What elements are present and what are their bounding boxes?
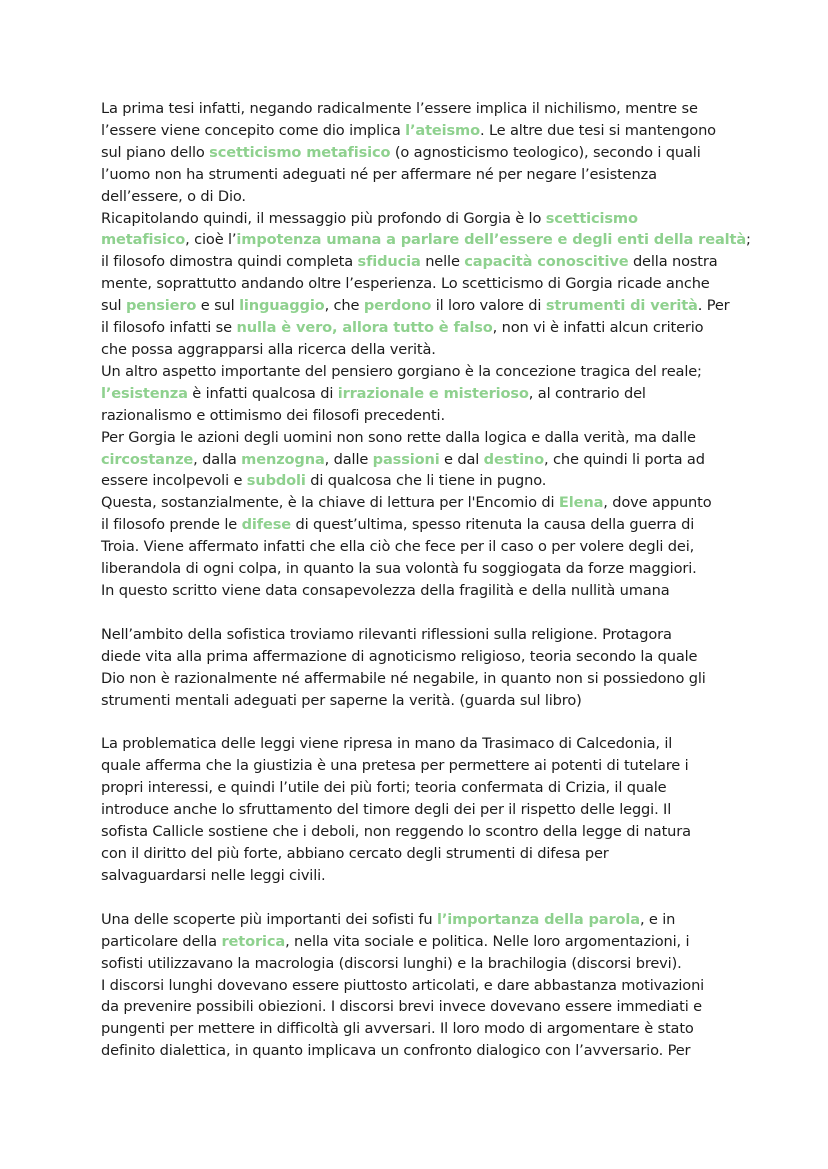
text-line [101,142,741,164]
text-line [101,580,741,602]
text-segment: . Per [697,297,730,315]
text-line [101,733,741,755]
text-line [101,164,741,186]
text-line [101,821,741,843]
text-segment: e sul [196,297,240,315]
text-segment: Per Gorgia le azioni degli uomini non sono rette dalla logica e dalla verità, ma dalle [101,428,696,446]
text-line [101,208,741,230]
highlighted-term: l’ateismo [405,121,480,139]
text-segment: Un altro aspetto importante del pensiero gorgiano è la concezione tragica del reale; [101,362,702,380]
highlighted-term: destino [483,450,545,468]
text-line [101,755,741,777]
text-segment: che possa aggrapparsi alla ricerca della verità. [101,340,436,358]
text-segment: il filosofo dimostra quindi completa [101,253,358,271]
highlighted-term: irrazionale e misterioso [337,384,529,402]
highlighted-term: retorica [221,932,286,950]
text-segment: , che quindi li porta ad [544,450,705,468]
text-segment: quale afferma che la giustizia è una pretesa per permettere ai potenti di tutelare i [101,757,689,775]
text-segment: particolare della [101,932,222,950]
text-segment: mente, soprattutto andando oltre l’esperienza. Lo scetticismo di Gorgia ricade anche [101,275,710,293]
text-segment: sul [101,297,126,315]
text-line [101,953,741,975]
text-segment: sofista Callicle sostiene che i deboli, non reggendo lo scontro della legge di natura [101,823,691,841]
text-segment: e dal [439,450,484,468]
text-line [101,470,741,492]
text-line [101,799,741,821]
text-segment: di qualcosa che li tiene in pugno. [305,472,547,490]
text-segment: ; [746,231,751,249]
text-line [101,186,741,208]
text-segment: La problematica delle leggi viene ripresa in mano da Trasimaco di Calcedonia, il [101,735,673,753]
text-line [101,624,741,646]
paragraph [101,624,741,712]
text-line [101,405,741,427]
highlighted-term: metafisico [101,231,186,249]
text-line [101,361,741,383]
text-line [101,536,741,558]
text-line [101,229,751,251]
text-segment: Ricapitolando quindi, il messaggio più profondo di Gorgia è lo [101,209,546,227]
text-line [101,317,741,339]
highlighted-term: l’esistenza [101,384,188,402]
text-line [101,996,741,1018]
text-segment: propri interessi, e quindi l’utile dei più forti; teoria confermata di Crizia, il quale [101,779,667,797]
text-line [101,1018,741,1040]
text-segment: è infatti qualcosa di [187,384,338,402]
highlighted-term: nulla è vero, allora tutto è falso [236,319,493,337]
text-line [101,120,741,142]
text-segment: Una delle scoperte più importanti dei sofisti fu [101,910,437,928]
text-segment: , cioè l’ [185,231,237,249]
text-segment: l’uomo non ha strumenti adeguati né per affermare né per negare l’esistenza [101,165,657,183]
text-segment: Nell’ambito della sofistica troviamo rilevanti riflessioni sulla religione. Protagora [101,625,672,643]
text-segment: , al contrario del [528,384,646,402]
text-segment: pungenti per mettere in difficoltà gli avversari. Il loro modo di argomentare è stato [101,1020,694,1038]
text-segment: , e in [639,910,676,928]
text-segment: di quest’ultima, spesso ritenuta la causa della guerra di [290,516,695,534]
text-segment: strumenti mentali adeguati per saperne la verità. (guarda sul libro) [101,691,582,709]
highlighted-term: menzogna [241,450,325,468]
text-segment: , dalle [324,450,373,468]
highlighted-term: linguaggio [239,297,325,315]
highlighted-term: l’importanza della parola [436,910,640,928]
paragraph [101,733,741,886]
text-line [101,975,741,997]
text-line [101,339,741,361]
highlighted-term: difese [241,516,291,534]
text-segment: . Le altre due tesi si mantengono [479,121,716,139]
highlighted-term: sfiducia [357,253,421,271]
text-line [101,558,741,580]
text-segment: da prevenire possibili obiezioni. I discorsi brevi invece dovevano essere immediati e [101,998,702,1016]
text-line [101,1040,741,1062]
text-line [101,514,741,536]
text-line [101,777,741,799]
text-line [101,865,741,887]
text-segment: diede vita alla prima affermazione di agnoticismo religioso, teoria secondo la quale [101,647,698,665]
text-segment: salvaguardarsi nelle leggi civili. [101,866,326,884]
text-segment: introduce anche lo sfruttamento del timore degli dei per il rispetto delle leggi. Il [101,801,672,819]
text-segment: il filosofo infatti se [101,319,237,337]
text-segment: I discorsi lunghi dovevano essere piuttosto articolati, e dare abbastanza motivazioni [101,976,705,994]
highlighted-term: pensiero [125,297,197,315]
text-line [101,931,741,953]
highlighted-term: subdoli [246,472,306,490]
text-segment: La prima tesi infatti, negando radicalmente l’essere implica il nichilismo, mentre se [101,100,698,117]
paragraph [101,98,751,602]
text-line [101,668,741,690]
highlighted-term: Elena [558,494,604,512]
text-line [101,427,741,449]
highlighted-term: capacità conoscitive [464,253,629,271]
text-line [101,690,741,712]
text-segment: liberandola di ogni colpa, in quanto la sua volontà fu soggiogata da forze maggiori. [101,560,697,578]
highlighted-term: circostanze [101,450,194,468]
highlighted-term: impotenza umana a parlare dell’essere e degli enti della realtà [236,231,747,249]
text-line [101,383,741,405]
text-line [101,295,741,317]
text-segment: , dove appunto [603,494,712,512]
text-segment: sul piano dello [101,143,210,161]
text-line [101,843,741,865]
text-segment: In questo scritto viene data consapevolezza della fragilità e della nullità umana [101,581,670,599]
document-page [101,98,751,1084]
text-segment: , dalla [193,450,242,468]
paragraph [101,909,741,1062]
text-line [101,646,741,668]
highlighted-term: strumenti di verità [545,297,698,315]
text-line [101,251,741,273]
highlighted-term: passioni [372,450,440,468]
text-line [101,492,741,514]
text-segment: Dio non è razionalmente né affermabile né negabile, in quanto non si possiedono gli [101,669,706,687]
text-segment: , nella vita sociale e politica. Nelle loro argomentazioni, i [285,932,690,950]
text-segment: (o agnosticismo teologico), secondo i quali [390,143,701,161]
highlighted-term: scetticismo [545,209,638,227]
text-segment: nelle [420,253,465,271]
text-segment: con il diritto del più forte, abbiano cercato degli strumenti di difesa per [101,845,609,862]
text-segment: della nostra [628,253,718,271]
text-segment: razionalismo e ottimismo dei filosofi precedenti. [101,406,445,424]
text-line [101,909,741,931]
text-segment: dell’essere, o di Dio. [101,187,246,205]
text-segment: Troia. Viene affermato infatti che ella ciò che fece per il caso o per volere degli dei, [101,538,695,556]
text-line [101,449,741,471]
text-segment: Questa, sostanzialmente, è la chiave di lettura per l'Encomio di [101,494,559,512]
text-segment: , non vi è infatti alcun criterio [492,319,704,337]
text-segment: sofisti utilizzavano la macrologia (discorsi lunghi) e la brachilogia (discorsi brevi). [101,954,682,972]
text-segment: , che [324,297,364,315]
text-line [101,273,741,295]
text-segment: il loro valore di [431,297,546,315]
text-segment: definito dialettica, in quanto implicava un confronto dialogico con l’avversario. Per [101,1042,691,1060]
highlighted-term: perdono [363,297,432,315]
text-segment: l’essere viene concepito come dio implica [101,121,406,139]
highlighted-term: scetticismo metafisico [209,143,391,161]
text-line [101,98,741,120]
text-segment: essere incolpevoli e [101,472,247,490]
text-segment: il filosofo prende le [101,516,242,534]
